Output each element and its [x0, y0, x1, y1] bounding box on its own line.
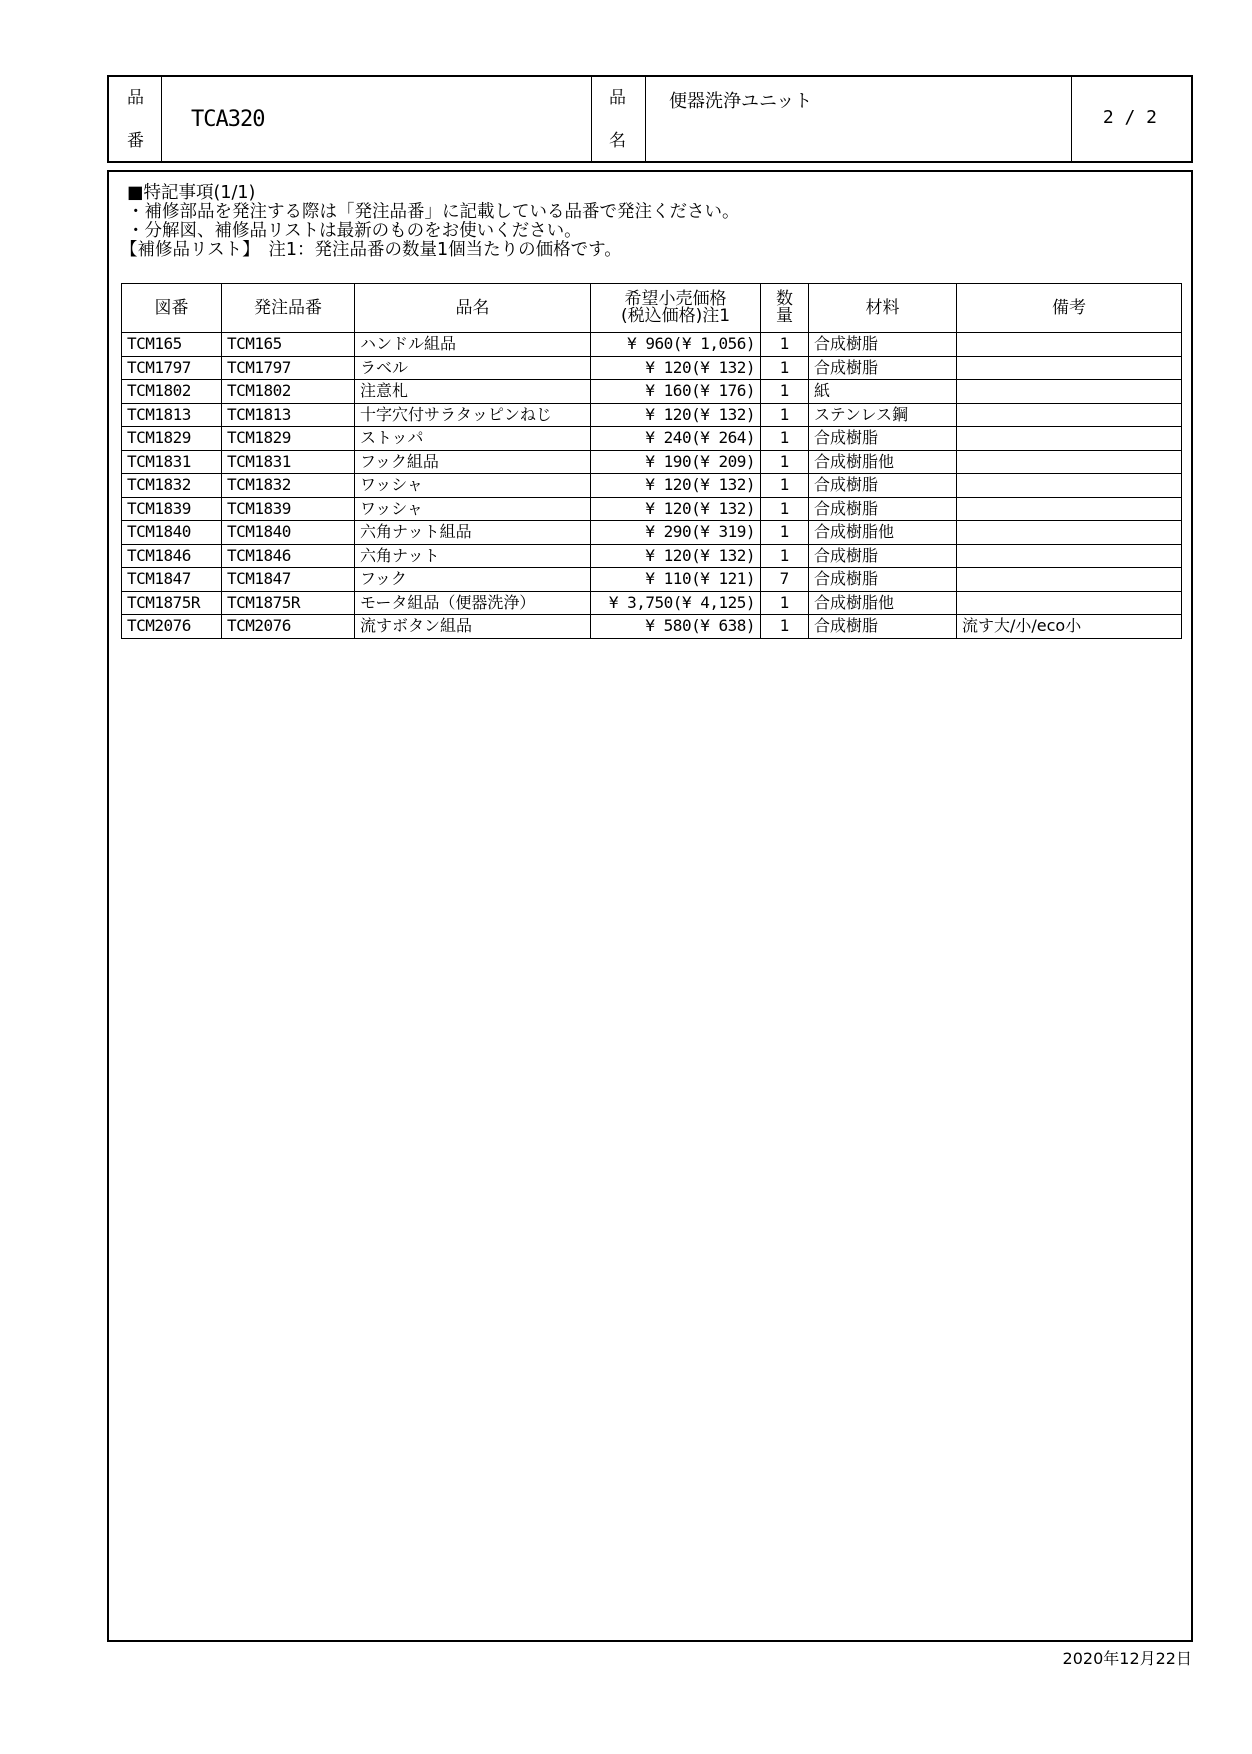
cell-name: モータ組品（便器洗浄） — [355, 591, 591, 615]
cell-fig: TCM1829 — [122, 427, 222, 451]
notes-heading: ■特記事項(1/1) — [127, 183, 256, 203]
cell-qty: 7 — [761, 568, 809, 592]
cell-price: ¥ 120(¥ 132) — [591, 356, 761, 380]
table-row — [122, 427, 1182, 451]
product-name: 便器洗浄ユニット — [669, 91, 813, 112]
cell-price: ¥ 3,750(¥ 4,125) — [591, 591, 761, 615]
cell-material: 合成樹脂他 — [809, 521, 957, 545]
cell-price: ¥ 580(¥ 638) — [591, 615, 761, 639]
col-header-fig: 図番 — [122, 284, 222, 333]
cell-fig: TCM165 — [122, 333, 222, 357]
table-header-row — [122, 284, 1182, 333]
cell-qty: 1 — [761, 521, 809, 545]
cell-price: ¥ 960(¥ 1,056) — [591, 333, 761, 357]
cell-material: 合成樹脂 — [809, 568, 957, 592]
cell-name: ワッシャ — [355, 474, 591, 498]
cell-remarks — [957, 333, 1182, 357]
cell-name: 六角ナット — [355, 544, 591, 568]
cell-qty: 1 — [761, 544, 809, 568]
cell-fig: TCM1875R — [122, 591, 222, 615]
cell-order-no: TCM1802 — [222, 380, 355, 404]
header-divider — [161, 77, 162, 161]
cell-qty: 1 — [761, 333, 809, 357]
cell-fig: TCM1846 — [122, 544, 222, 568]
col-header-qty-line1: 数 — [776, 289, 793, 309]
cell-material: 合成樹脂 — [809, 474, 957, 498]
header-box — [107, 75, 1193, 163]
cell-qty: 1 — [761, 403, 809, 427]
col-header-order-no: 発注品番 — [222, 284, 355, 333]
cell-qty: 1 — [761, 591, 809, 615]
cell-material: 紙 — [809, 380, 957, 404]
cell-order-no: TCM1832 — [222, 474, 355, 498]
cell-remarks — [957, 568, 1182, 592]
cell-qty: 1 — [761, 380, 809, 404]
cell-material: 合成樹脂 — [809, 356, 957, 380]
cell-remarks — [957, 544, 1182, 568]
table-row — [122, 356, 1182, 380]
cell-remarks — [957, 497, 1182, 521]
part-no-label-bottom: 番 — [127, 131, 144, 151]
header-divider — [591, 77, 592, 161]
cell-remarks — [957, 450, 1182, 474]
cell-price: ¥ 120(¥ 132) — [591, 474, 761, 498]
table-row — [122, 544, 1182, 568]
cell-order-no: TCM1813 — [222, 403, 355, 427]
cell-price: ¥ 120(¥ 132) — [591, 497, 761, 521]
name-label-bottom: 名 — [609, 131, 626, 151]
parts-list-title: 【補修品リスト】 注1：発注品番の数量1個当たりの価格です。 — [120, 240, 622, 260]
table-row — [122, 521, 1182, 545]
table-row — [122, 474, 1182, 498]
cell-name: ワッシャ — [355, 497, 591, 521]
cell-remarks — [957, 380, 1182, 404]
name-label-top: 品 — [609, 88, 626, 108]
cell-price: ¥ 120(¥ 132) — [591, 544, 761, 568]
col-header-remarks: 備考 — [957, 284, 1182, 333]
col-header-material: 材料 — [809, 284, 957, 333]
cell-material: 合成樹脂 — [809, 544, 957, 568]
cell-order-no: TCM165 — [222, 333, 355, 357]
cell-qty: 1 — [761, 615, 809, 639]
cell-price: ¥ 190(¥ 209) — [591, 450, 761, 474]
col-header-qty-line2: 量 — [776, 306, 793, 326]
part-number: TCA320 — [191, 107, 265, 132]
cell-order-no: TCM1831 — [222, 450, 355, 474]
notes-line: ・分解図、補修品リストは最新のものをお使いください。 — [127, 221, 582, 241]
header-divider — [1071, 77, 1072, 161]
cell-remarks — [957, 474, 1182, 498]
table-row — [122, 403, 1182, 427]
cell-material: 合成樹脂 — [809, 333, 957, 357]
cell-name: フック組品 — [355, 450, 591, 474]
cell-remarks — [957, 591, 1182, 615]
cell-name: 注意札 — [355, 380, 591, 404]
cell-name: ラベル — [355, 356, 591, 380]
cell-remarks: 流す大/小/eco小 — [957, 615, 1182, 639]
header-divider — [645, 77, 646, 161]
cell-remarks — [957, 403, 1182, 427]
cell-material: 合成樹脂 — [809, 615, 957, 639]
table-row — [122, 591, 1182, 615]
cell-fig: TCM2076 — [122, 615, 222, 639]
cell-order-no: TCM1839 — [222, 497, 355, 521]
issue-date: 2020年12月22日 — [1062, 1649, 1192, 1668]
col-header-name: 品名 — [355, 284, 591, 333]
part-no-label-top: 品 — [127, 88, 144, 108]
table-row — [122, 568, 1182, 592]
cell-name: フック — [355, 568, 591, 592]
cell-order-no: TCM1829 — [222, 427, 355, 451]
cell-order-no: TCM1797 — [222, 356, 355, 380]
cell-price: ¥ 290(¥ 319) — [591, 521, 761, 545]
cell-fig: TCM1797 — [122, 356, 222, 380]
cell-price: ¥ 120(¥ 132) — [591, 403, 761, 427]
content-box — [107, 170, 1193, 1642]
cell-price: ¥ 110(¥ 121) — [591, 568, 761, 592]
cell-fig: TCM1832 — [122, 474, 222, 498]
cell-fig: TCM1802 — [122, 380, 222, 404]
cell-qty: 1 — [761, 356, 809, 380]
col-header-price-line2: (税込価格)注1 — [620, 306, 731, 326]
col-header-price-line1: 希望小売価格 — [624, 289, 727, 309]
cell-material: 合成樹脂他 — [809, 591, 957, 615]
cell-fig: TCM1847 — [122, 568, 222, 592]
table-row — [122, 333, 1182, 357]
cell-fig: TCM1839 — [122, 497, 222, 521]
cell-name: 十字穴付サラタッピンねじ — [355, 403, 591, 427]
cell-material: 合成樹脂他 — [809, 450, 957, 474]
cell-material: 合成樹脂 — [809, 427, 957, 451]
cell-order-no: TCM2076 — [222, 615, 355, 639]
cell-name: ハンドル組品 — [355, 333, 591, 357]
table-row — [122, 450, 1182, 474]
cell-order-no: TCM1840 — [222, 521, 355, 545]
cell-remarks — [957, 521, 1182, 545]
cell-price: ¥ 240(¥ 264) — [591, 427, 761, 451]
table-row — [122, 380, 1182, 404]
cell-fig: TCM1831 — [122, 450, 222, 474]
cell-qty: 1 — [761, 450, 809, 474]
cell-price: ¥ 160(¥ 176) — [591, 380, 761, 404]
cell-name: 六角ナット組品 — [355, 521, 591, 545]
col-header-price — [591, 284, 761, 333]
cell-fig: TCM1840 — [122, 521, 222, 545]
cell-qty: 1 — [761, 427, 809, 451]
cell-fig: TCM1813 — [122, 403, 222, 427]
col-header-qty — [761, 284, 809, 333]
cell-qty: 1 — [761, 497, 809, 521]
cell-remarks — [957, 427, 1182, 451]
parts-table — [121, 283, 1182, 639]
table-row — [122, 497, 1182, 521]
page-number: 2 / 2 — [1102, 107, 1157, 128]
cell-order-no: TCM1847 — [222, 568, 355, 592]
cell-qty: 1 — [761, 474, 809, 498]
cell-remarks — [957, 356, 1182, 380]
notes-section — [120, 183, 740, 260]
table-row — [122, 615, 1182, 639]
cell-material: 合成樹脂 — [809, 497, 957, 521]
cell-name: 流すボタン組品 — [355, 615, 591, 639]
cell-name: ストッパ — [355, 427, 591, 451]
notes-line: ・補修部品を発注する際は「発注品番」に記載している品番で発注ください。 — [127, 202, 740, 222]
cell-order-no: TCM1875R — [222, 591, 355, 615]
cell-order-no: TCM1846 — [222, 544, 355, 568]
cell-material: ステンレス鋼 — [809, 403, 957, 427]
